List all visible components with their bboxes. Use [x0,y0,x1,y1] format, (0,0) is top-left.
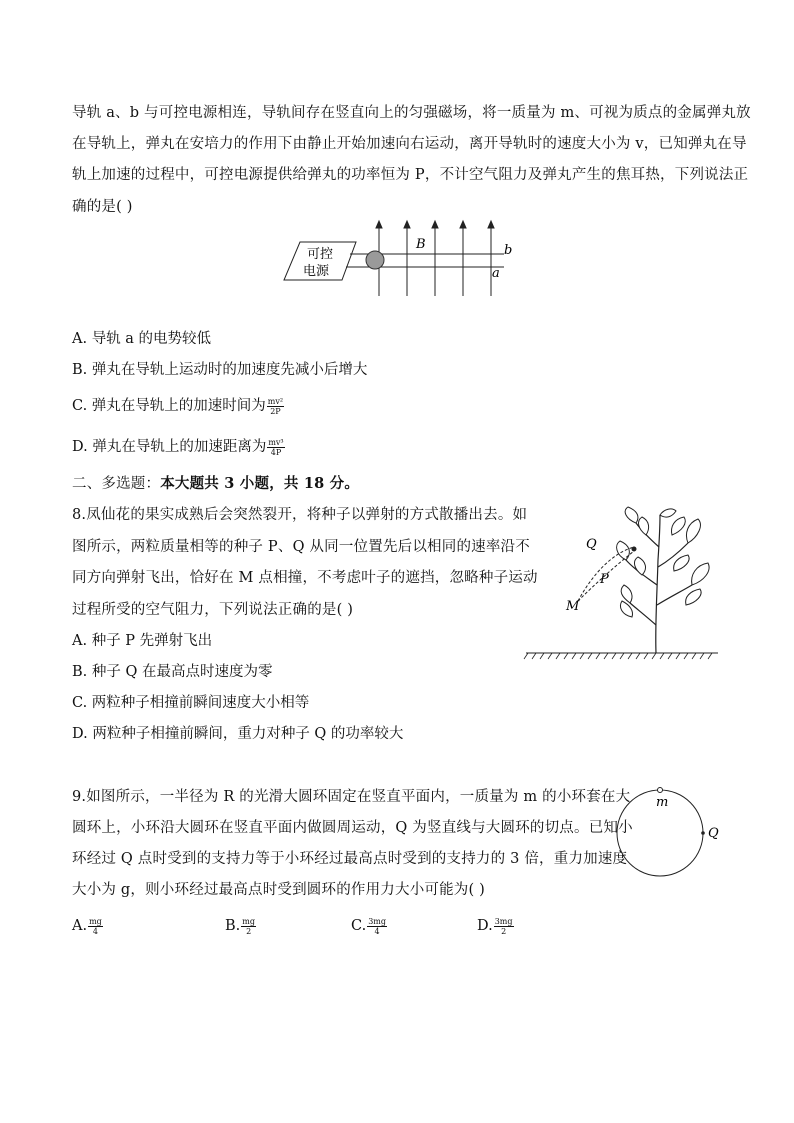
q7-line-4: 确的是( ) [72,199,133,215]
q9-option-c [351,916,387,936]
q7-option-c [72,396,284,416]
box-label-1: 可控 [306,247,334,262]
q7-option-c-text: C. 弹丸在导轨上的加速时间为 [72,398,266,414]
q8-line-3: 同方向弹射飞出，恰好在 M 点相撞，不考虑叶子的遮挡，忽略种子运动 [72,570,538,586]
q8-line-4: 过程所受的空气阻力，下列说法正确的是( ) [72,602,354,618]
q9-line-4: 大小为 g，则小环经过最高点时受到圆环的作用力大小可能为( ) [72,882,486,898]
section-detail: 本大题共 3 小题，共 18 分。 [160,475,360,492]
q9-option-d [477,916,514,936]
q8-option-c: C. 两粒种子相撞前瞬间速度大小相等 [72,695,310,711]
q9-option-a-label: A. [72,918,88,934]
label-M: M [566,599,580,614]
q7-line-2: 在导轨上，弹丸在安培力的作用下由静止开始加速向右运动，离开导轨时的速度大小为 v，已知弹丸在导 [72,136,747,152]
q7-option-c-den: 2P [270,406,281,416]
q9-ring-figure [612,782,724,886]
q7-line-3: 轨上加速的过程中，可控电源提供给弹丸的功率恒为 P，不计空气阻力及弹丸产生的焦耳热，下列说法正 [72,167,749,183]
q7-line-1: 导轨 a、b 与可控电源相连，导轨间存在竖直向上的匀强磁场，将一质量为 m、可视为质点的金属弹丸放 [72,105,751,121]
q9-option-a-num: mg [89,916,102,926]
label-Q: Q [586,537,597,552]
label-Q: Q [708,826,719,841]
box-label-2: 电源 [302,264,330,279]
q9-option-c-den: 4 [374,926,380,936]
q9-option-d-den: 2 [501,926,507,936]
q7-option-d-text: D. 弹丸在导轨上的加速距离为 [72,439,267,455]
q8-option-a: A. 种子 P 先弹射飞出 [72,633,213,649]
q9-line-3: 环经过 Q 点时受到的支持力等于小环经过最高点时受到的支持力的 3 倍，重力加速度 [72,851,628,867]
launch-point [632,547,637,552]
q9-option-c-label: C. [351,918,367,934]
q9-option-d-num: 3mg [494,916,513,926]
q7-option-d-num: mv³ [268,437,284,447]
q7-option-a: A. 导轨 a 的电势较低 [72,331,212,347]
q9-option-b-label: B. [225,918,241,934]
q9-line-1: 9.如图所示，一半径为 R 的光滑大圆环固定在竖直平面内，一质量为 m 的小环套在大 [72,789,631,805]
q7-option-d-den: 4P [270,447,282,457]
q7-option-c-num: mv² [267,396,284,406]
q9-option-b-num: mg [242,916,255,926]
q8-option-b: B. 种子 Q 在最高点时速度为零 [72,664,273,680]
q8-plant-figure [522,505,722,663]
q9-line-2: 圆环上，小环沿大圆环在竖直平面内做圆周运动，Q 为竖直线与大圆环的切点。已知小 [72,820,633,836]
q7-option-d [72,437,285,457]
q9-option-a-fraction [88,917,103,936]
projectile-ball [366,251,384,269]
label-b: b [504,243,513,258]
q9-option-b-den: 2 [246,926,252,936]
plant-stem [626,515,692,653]
label-a: a [492,266,500,281]
magnetic-field-arrows [376,221,494,296]
q9-option-d-fraction [494,917,514,936]
q9-option-c-num: 3mg [368,916,386,926]
label-B: B [416,237,426,252]
plant-leaves [617,507,709,617]
q9-option-a-den: 4 [92,926,98,936]
q9-option-a [72,916,103,936]
q7-railgun-figure [278,218,518,300]
q9-option-b-fraction [241,917,256,936]
section-heading [72,474,359,494]
q7-option-b: B. 弹丸在导轨上运动时的加速度先减小后增大 [72,362,368,378]
point-q [701,831,705,835]
small-ring [658,788,663,793]
q9-option-c-fraction [367,917,387,936]
q9-option-b [225,916,256,936]
section-prefix: 二、多选题： [72,476,161,492]
q8-option-d: D. 两粒种子相撞前瞬间，重力对种子 Q 的功率较大 [72,726,404,742]
q9-option-d-label: D. [477,918,493,934]
label-m: m [656,795,669,810]
q8-line-1: 8.凤仙花的果实成熟后会突然裂开，将种子以弹射的方式散播出去。如 [72,507,528,523]
ground-hatching [524,653,712,659]
q8-line-2: 图所示，两粒质量相等的种子 P、Q 从同一位置先后以相同的速率沿不 [72,539,530,555]
q7-option-d-fraction [267,438,284,457]
label-P: P [600,572,609,587]
q7-option-c-fraction [267,397,284,416]
